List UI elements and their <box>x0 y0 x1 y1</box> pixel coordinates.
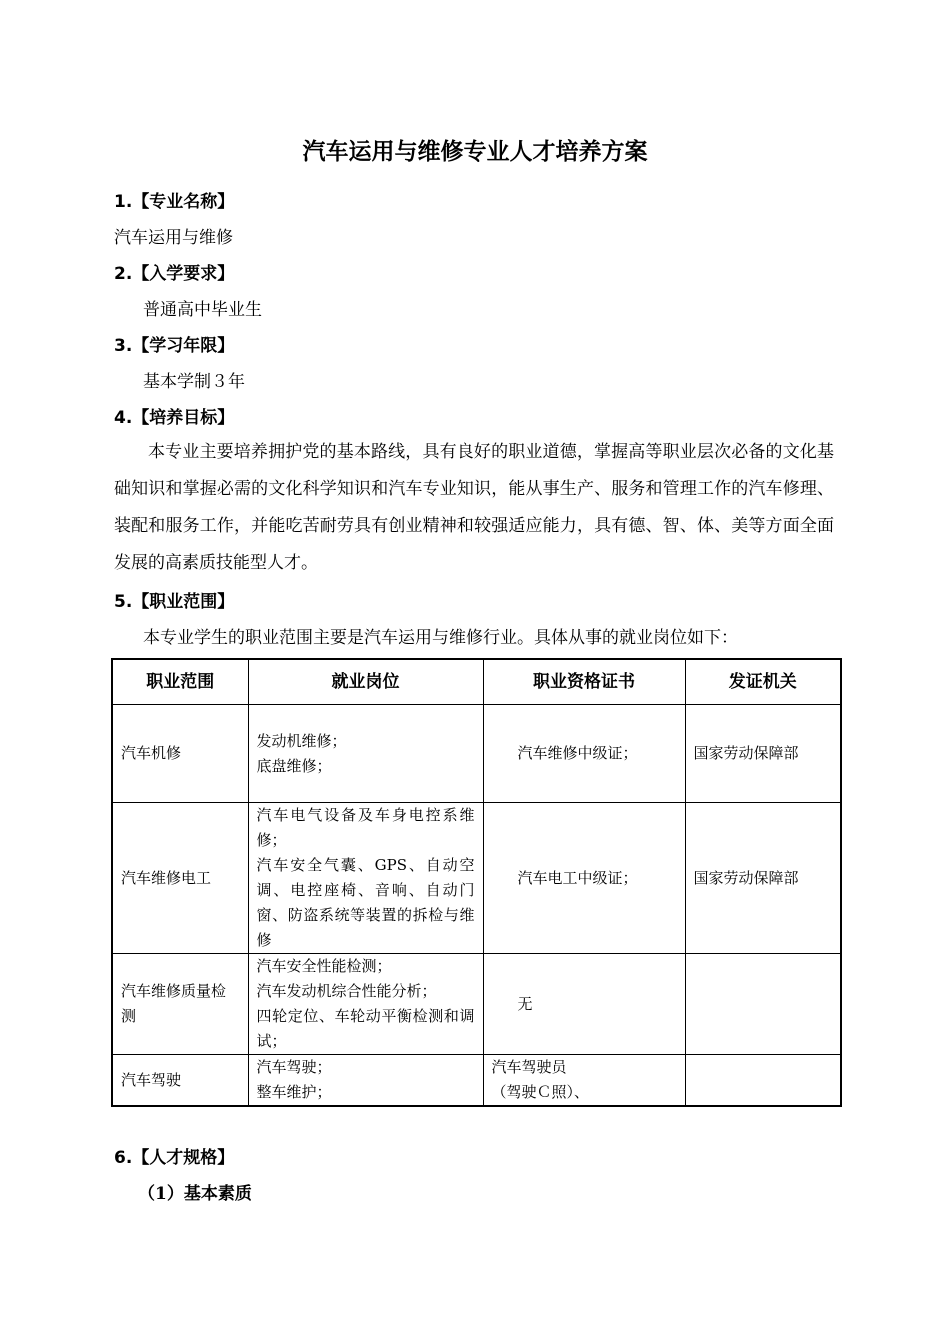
cell-issuer <box>685 954 841 1055</box>
certificate-item: 汽车电工中级证； <box>517 868 638 887</box>
post-item: 汽车安全气囊、GPS、自动空调、电控座椅、音响、自动门窗、防盗系统等装置的拆检与维修 <box>256 856 475 949</box>
major-name-text: 汽车运用与维修 <box>114 228 233 248</box>
cell-issuer <box>685 1055 841 1107</box>
section-heading-admission: 2.【入学要求】 <box>114 264 235 284</box>
cell-certificate <box>483 954 685 1055</box>
table-row <box>112 705 841 803</box>
table-header-row <box>112 659 841 705</box>
career-table <box>111 658 842 1107</box>
certificate-item: （驾驶Ｃ照）、 <box>491 1083 590 1101</box>
objective-paragraph: 本专业主要培养拥护党的基本路线，具有良好的职业道德，掌握高等职业层次必备的文化基础知识和掌握必需的文化科学知识和汽车专业知识，能从事生产、服务和管理工作的汽车修理、装配和服务工作，并能吃苦耐劳具有创业精神和较强适应能力，具有德、智、体、美等方面全面发展的高素质技能型人才。 <box>114 442 834 573</box>
post-item: 底盘维修； <box>256 756 332 775</box>
section-heading-talent-spec: 6.【人才规格】 <box>114 1148 235 1168</box>
cell-certificate <box>483 1055 685 1107</box>
cell-posts <box>248 705 483 803</box>
admission-text: 普通高中毕业生 <box>143 300 262 320</box>
header-issuing-authority: 发证机关 <box>685 659 841 705</box>
post-item: 汽车发动机综合性能分析； <box>256 982 437 1000</box>
section-heading-career-scope: 5.【职业范围】 <box>114 592 235 612</box>
career-scope-intro: 本专业学生的职业范围主要是汽车运用与维修行业。具体从事的就业岗位如下： <box>143 628 738 648</box>
cell-scope: 汽车驾驶 <box>112 1055 248 1107</box>
certificate-item: 无 <box>517 994 533 1013</box>
table-row <box>112 803 841 954</box>
subheading-basic-quality: （1）基本素质 <box>138 1184 252 1204</box>
post-item: 汽车驾驶； <box>256 1058 332 1076</box>
cell-scope: 汽车维修质量检测 <box>112 954 248 1055</box>
cell-scope: 汽车机修 <box>112 705 248 803</box>
post-item: 四轮定位、车轮动平衡检测和调试； <box>256 1007 475 1050</box>
table-row <box>112 1055 841 1107</box>
header-certificate: 职业资格证书 <box>483 659 685 705</box>
table-row <box>112 954 841 1055</box>
header-career-scope: 职业范围 <box>112 659 248 705</box>
section-heading-duration: 3.【学习年限】 <box>114 336 235 356</box>
post-item: 汽车安全性能检测； <box>256 957 392 975</box>
post-item: 整车维护； <box>256 1083 332 1101</box>
cell-posts <box>248 1055 483 1107</box>
post-item: 发动机维修； <box>256 731 347 750</box>
section-heading-objective: 4.【培养目标】 <box>114 408 235 428</box>
cell-certificate <box>483 705 685 803</box>
cell-scope: 汽车维修电工 <box>112 803 248 954</box>
cell-issuer: 国家劳动保障部 <box>685 803 841 954</box>
certificate-item: 汽车驾驶员 <box>491 1058 567 1076</box>
cell-certificate <box>483 803 685 954</box>
section-heading-major-name: 1.【专业名称】 <box>114 192 235 212</box>
post-item: 汽车电气设备及车身电控系维修； <box>256 806 475 849</box>
certificate-item: 汽车维修中级证； <box>517 744 638 762</box>
cell-posts <box>248 954 483 1055</box>
cell-issuer: 国家劳动保障部 <box>685 705 841 803</box>
page-title: 汽车运用与维修专业人才培养方案 <box>302 139 648 165</box>
duration-text: 基本学制３年 <box>143 372 245 392</box>
cell-posts <box>248 803 483 954</box>
header-employment-post: 就业岗位 <box>248 659 483 705</box>
